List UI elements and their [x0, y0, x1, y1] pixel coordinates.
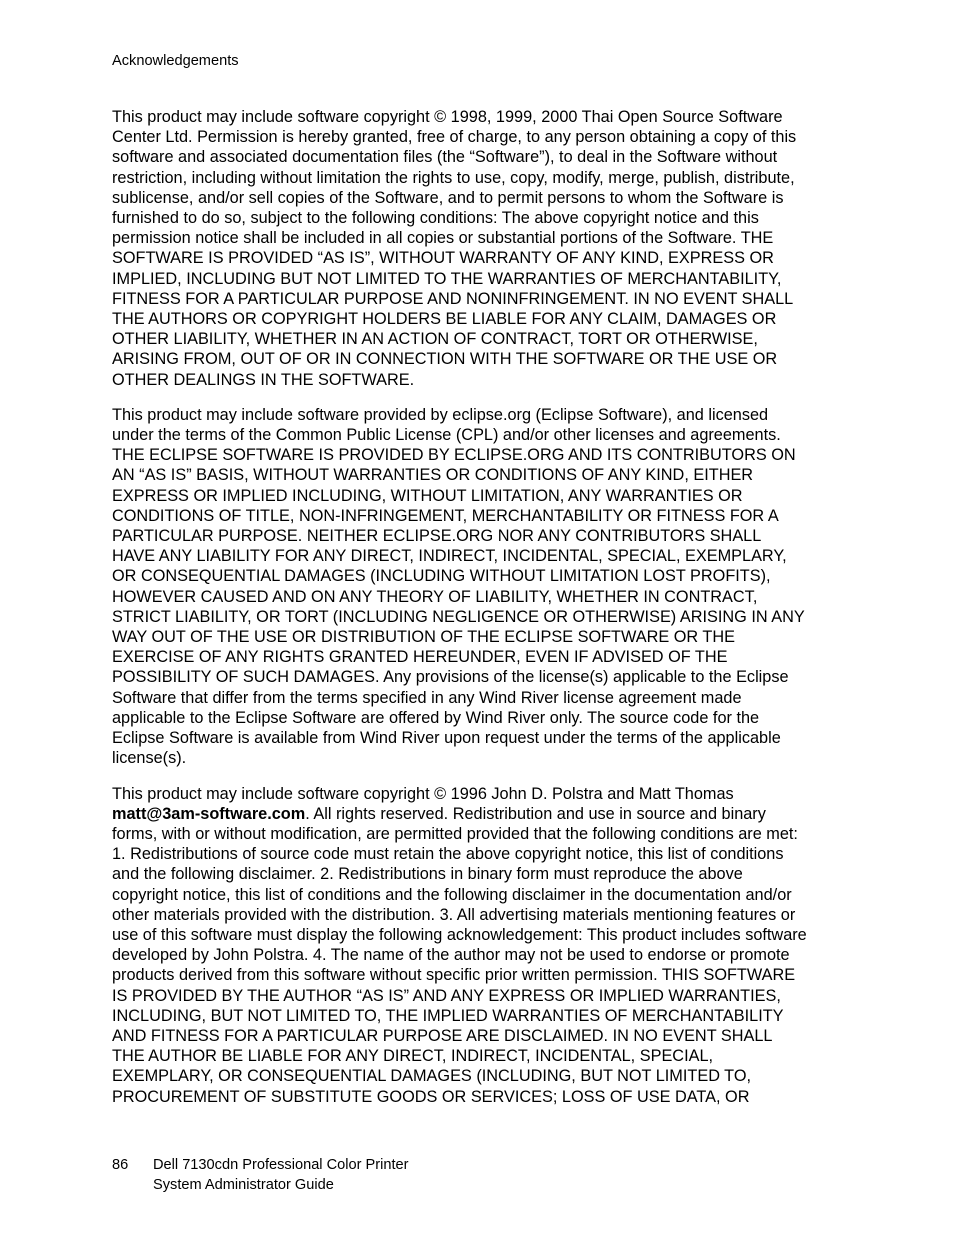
text-line: This product may include software copyright © 1998, 1999, 2000 Thai Open Source Software	[112, 108, 783, 126]
text-line: AND FITNESS FOR A PARTICULAR PURPOSE ARE DISCLAIMED. IN NO EVENT SHALL	[112, 1026, 773, 1045]
text-line: OTHER LIABILITY, WHETHER IN AN ACTION OF CONTRACT, TORT OR OTHERWISE,	[112, 330, 758, 349]
document-title-line: System Administrator Guide	[153, 1176, 334, 1193]
text-line: THE AUTHORS OR COPYRIGHT HOLDERS BE LIABLE FOR ANY CLAIM, DAMAGES OR	[112, 310, 777, 329]
document-title-line: Dell 7130cdn Professional Color Printer	[153, 1157, 409, 1173]
text-line: furnished to do so, subject to the following conditions: The above copyright notice and this	[112, 209, 759, 228]
paragraph-polstra	[112, 784, 842, 1107]
running-header: Acknowledgements	[112, 53, 239, 69]
text-line: under the terms of the Common Public License (CPL) and/or other licenses and agreements.	[112, 426, 781, 445]
text-line: permission notice shall be included in all copies or substantial portions of the Software. THE	[112, 229, 774, 248]
text-line: THE ECLIPSE SOFTWARE IS PROVIDED BY ECLIPSE.ORG AND ITS CONTRIBUTORS ON	[112, 446, 796, 465]
text-line: Center Ltd. Permission is hereby granted, free of charge, to any person obtaining a copy of this	[112, 128, 797, 147]
text-line: THE AUTHOR BE LIABLE FOR ANY DIRECT, INDIRECT, INCIDENTAL, SPECIAL,	[112, 1047, 714, 1066]
text-line: CONDITIONS OF TITLE, NON-INFRINGEMENT, MERCHANTABILITY OR FITNESS FOR A	[112, 506, 779, 525]
text-line: EXPRESS OR IMPLIED INCLUDING, WITHOUT LIMITATION, ANY WARRANTIES OR	[112, 486, 743, 505]
text-line: IS PROVIDED BY THE AUTHOR “AS IS” AND ANY EXPRESS OR IMPLIED WARRANTIES,	[112, 986, 781, 1005]
text-line: This product may include software copyright © 1996 John D. Polstra and Matt Thomas	[112, 784, 734, 803]
text-line: copyright notice, this list of conditions and the following disclaimer in the documentation and/or	[112, 885, 792, 904]
text-line: license(s).	[112, 749, 187, 768]
text-line: restriction, including without limitation the rights to use, copy, modify, merge, publish, distribute,	[112, 168, 795, 187]
text-line-with-email	[112, 804, 842, 824]
text-line: SOFTWARE IS PROVIDED “AS IS”, WITHOUT WARRANTY OF ANY KIND, EXPRESS OR	[112, 249, 774, 268]
text-line: This product may include software provided by eclipse.org (Eclipse Software), and licensed	[112, 405, 769, 424]
text-line: developed by John Polstra. 4. The name of the author may not be used to endorse or promote	[112, 946, 790, 965]
text-line: FITNESS FOR A PARTICULAR PURPOSE AND NONINFRINGEMENT. IN NO EVENT SHALL	[112, 289, 794, 308]
text-line: HOWEVER CAUSED AND ON ANY THEORY OF LIABILITY, WHETHER IN CONTRACT,	[112, 587, 758, 606]
text-line: HAVE ANY LIABILITY FOR ANY DIRECT, INDIRECT, INCIDENTAL, SPECIAL, EXEMPLARY,	[112, 547, 787, 566]
text-line: 1. Redistributions of source code must retain the above copyright notice, this list of conditions	[112, 845, 784, 864]
text-line: PARTICULAR PURPOSE. NEITHER ECLIPSE.ORG NOR ANY CONTRIBUTORS SHALL	[112, 527, 762, 546]
text-line: products derived from this software without specific prior written permission. THIS SOFTWARE	[112, 966, 796, 985]
text-line: EXEMPLARY, OR CONSEQUENTIAL DAMAGES (INCLUDING, BUT NOT LIMITED TO,	[112, 1067, 752, 1086]
page-number: 86	[112, 1157, 129, 1173]
paragraph-thai-open-source	[112, 107, 842, 390]
text-line: OTHER DEALINGS IN THE SOFTWARE.	[112, 370, 415, 389]
text-line: sublicense, and/or sell copies of the Software, and to permit persons to whom the Software is	[112, 188, 784, 207]
body-text	[112, 107, 842, 1122]
text-line: Software that differ from the terms specified in any Wind River license agreement made	[112, 688, 742, 707]
text-line: applicable to the Eclipse Software are offered by Wind River only. The source code for the	[112, 708, 760, 727]
text-line: software and associated documentation files (the “Software”), to deal in the Software without	[112, 148, 778, 167]
text-line: and the following disclaimer. 2. Redistributions in binary form must reproduce the above	[112, 865, 743, 884]
text-line: INCLUDING, BUT NOT LIMITED TO, THE IMPLIED WARRANTIES OF MERCHANTABILITY	[112, 1006, 784, 1025]
text-line: use of this software must display the following acknowledgement: This product includes software	[112, 925, 807, 944]
document-title	[153, 1156, 409, 1195]
text-line: POSSIBILITY OF SUCH DAMAGES. Any provisions of the license(s) applicable to the Eclipse	[112, 668, 789, 687]
text-line: STRICT LIABILITY, OR TORT (INCLUDING NEGLIGENCE OR OTHERWISE) ARISING IN ANY	[112, 607, 805, 626]
text-line: WAY OUT OF THE USE OR DISTRIBUTION OF THE ECLIPSE SOFTWARE OR THE	[112, 628, 735, 647]
text-fragment: . All rights reserved. Redistribution and use in source and binary	[305, 804, 766, 823]
text-line: other materials provided with the distribution. 3. All advertising materials mentioning features or	[112, 905, 796, 924]
text-line: EXERCISE OF ANY RIGHTS GRANTED HEREUNDER, EVEN IF ADVISED OF THE	[112, 648, 728, 667]
text-line: AN “AS IS” BASIS, WITHOUT WARRANTIES OR CONDITIONS OF ANY KIND, EITHER	[112, 466, 754, 485]
paragraph-eclipse	[112, 405, 842, 769]
text-line: Eclipse Software is available from Wind River upon request under the terms of the applicable	[112, 729, 781, 748]
text-line: IMPLIED, INCLUDING BUT NOT LIMITED TO THE WARRANTIES OF MERCHANTABILITY,	[112, 269, 782, 288]
text-line: forms, with or without modification, are permitted provided that the following conditions are met:	[112, 824, 798, 843]
text-line: OR CONSEQUENTIAL DAMAGES (INCLUDING WITHOUT LIMITATION LOST PROFITS),	[112, 567, 771, 586]
email-address: matt@3am-software.com	[112, 804, 306, 823]
text-line: PROCUREMENT OF SUBSTITUTE GOODS OR SERVICES; LOSS OF USE DATA, OR	[112, 1087, 750, 1106]
text-line: ARISING FROM, OUT OF OR IN CONNECTION WITH THE SOFTWARE OR THE USE OR	[112, 350, 778, 369]
